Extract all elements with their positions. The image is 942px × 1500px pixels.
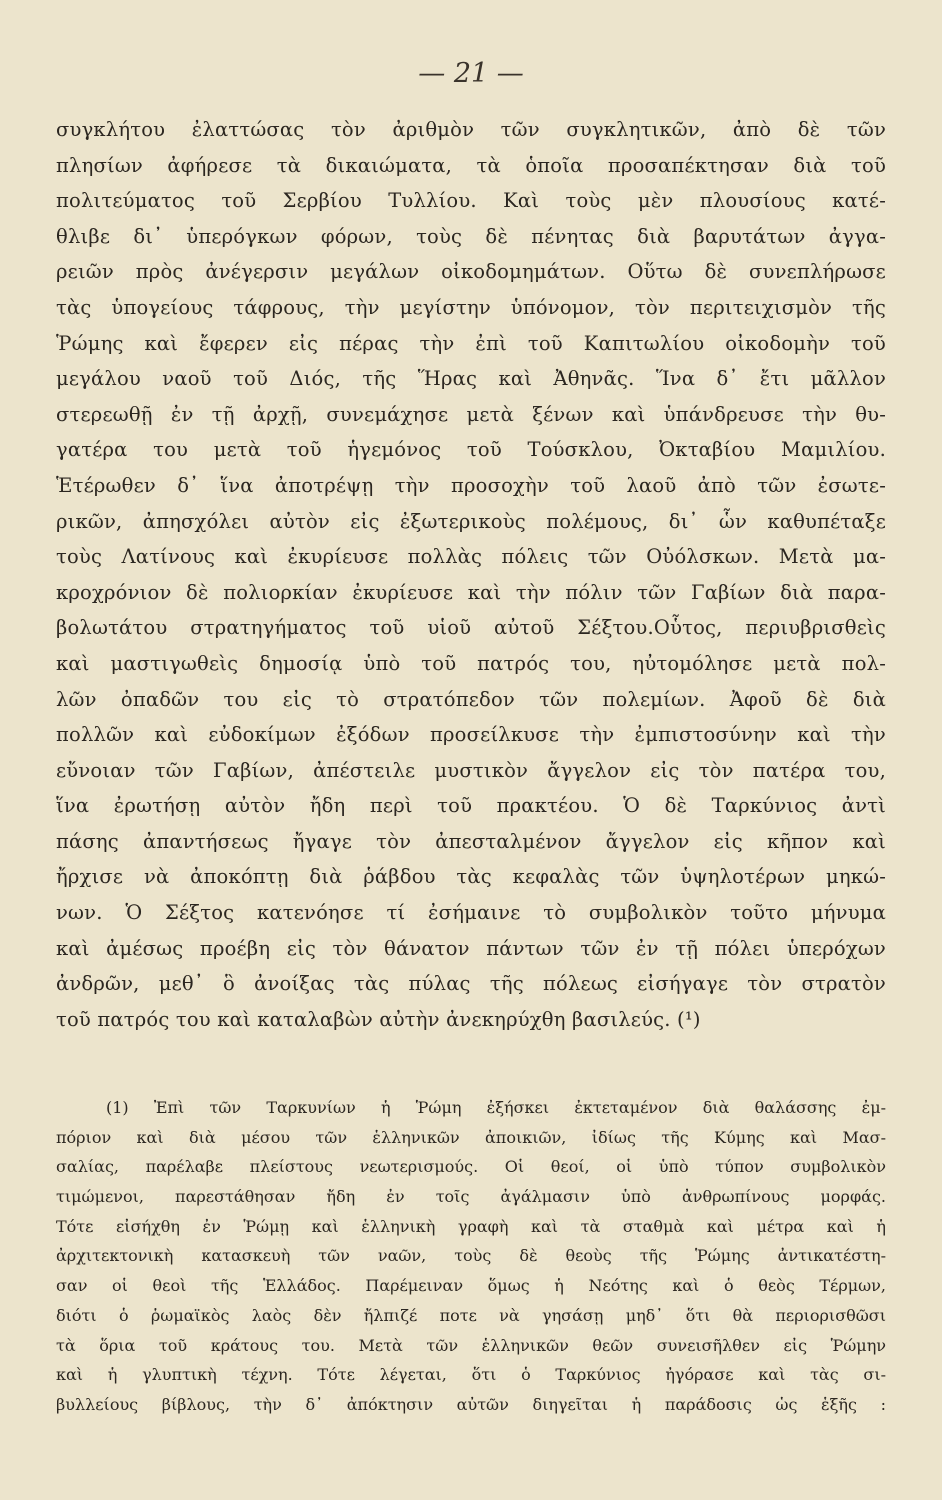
footnote-line: διότι ὁ ῥωμαϊκὸς λαὸς δὲν ἤλπιζέ ποτε νὰ γησάσῃ μηδ᾽ ὅτι θὰ περιορισθῶσι: [56, 1305, 886, 1325]
footnote-line: βυλλείους βίβλους, τὴν δ᾽ ἀπόκτησιν αὐτῶν διηγεῖται ἡ παράδοσις ὡς ἑξῆς :: [56, 1394, 886, 1414]
page-number: — 21 —: [418, 58, 524, 89]
footnote-line: καὶ ἡ γλυπτικὴ τέχνη. Τότε λέγεται, ὅτι ὁ Ταρκύνιος ἠγόρασε καὶ τὰς σι-: [56, 1365, 886, 1385]
text-line: Ῥώμης καὶ ἔφερεν εἰς πέρας τὴν ἐπὶ τοῦ Καπιτωλίου οἰκοδομὴν τοῦ: [56, 331, 886, 355]
footnote-line: σαν οἱ θεοὶ τῆς Ἑλλάδος. Παρέμειναν ὅμως ἡ Νεότης καὶ ὁ θεὸς Τέρμων,: [56, 1276, 886, 1296]
footnote-line: (1) Ἐπὶ τῶν Ταρκυνίων ἡ Ῥώμη ἐξήσκει ἐκτεταμένον διὰ θαλάσσης ἐμ-: [106, 1098, 886, 1117]
text-line: ἤρχισε νὰ ἀποκόπτῃ διὰ ῥάβδου τὰς κεφαλὰς τῶν ὑψηλοτέρων μηκώ-: [56, 865, 886, 889]
text-line: νων. Ὁ Σέξτος κατενόησε τί ἐσήμαινε τὸ συμβολικὸν τοῦτο μήνυμα: [56, 901, 886, 925]
text-line: ρειῶν πρὸς ἀνέγερσιν μεγάλων οἰκοδομημάτων. Οὕτω δὲ συνεπλήρωσε: [56, 260, 886, 284]
text-line: ἵνα ἐρωτήσῃ αὐτὸν ἤδη περὶ τοῦ πρακτέου. Ὁ δὲ Ταρκύνιος ἀντὶ: [56, 794, 886, 818]
text-line: βολωτάτου στρατηγήματος τοῦ υἱοῦ αὐτοῦ Σέξτου.Οὗτος, περιυβρισθεὶς: [56, 616, 886, 640]
text-line: πολλῶν καὶ εὐδοκίμων ἐξόδων προσείλκυσε τὴν ἐμπιστοσύνην καὶ τὴν: [56, 723, 886, 747]
text-line: ἀνδρῶν, μεθ᾽ ὃ ἀνοίξας τὰς πύλας τῆς πόλεως εἰσήγαγε τὸν στρατὸν: [56, 972, 886, 996]
text-line: θλιβε δι᾽ ὑπερόγκων φόρων, τοὺς δὲ πένητας διὰ βαρυτάτων ἀγγα-: [56, 224, 886, 248]
footnote-line: ἀρχιτεκτονικὴ κατασκευὴ τῶν ναῶν, τοὺς δὲ θεοὺς τῆς Ῥώμης ἀντικατέστη-: [56, 1246, 886, 1266]
text-line: καὶ μαστιγωθεὶς δημοσίᾳ ὑπὸ τοῦ πατρός του, ηὐτομόλησε μετὰ πολ-: [56, 651, 886, 675]
footnote-line: σαλίας, παρέλαβε πλείστους νεωτερισμούς. Οἱ θεοί, οἱ ὑπὸ τύπον συμβολικὸν: [56, 1157, 886, 1177]
footnote-line: Τότε εἰσήχθη ἐν Ῥώμῃ καὶ ἑλληνικὴ γραφὴ καὶ τὰ σταθμὰ καὶ μέτρα καὶ ἡ: [56, 1216, 886, 1236]
text-line: πλησίων ἀφήρεσε τὰ δικαιώματα, τὰ ὁποῖα προσαπέκτησαν διὰ τοῦ: [56, 153, 886, 177]
footnote-line: τιμώμενοι, παρεστάθησαν ἤδη ἐν τοῖς ἀγάλμασιν ὑπὸ ἀνθρωπίνους μορφάς.: [56, 1187, 886, 1207]
text-line: γατέρα του μετὰ τοῦ ἡγεμόνος τοῦ Τούσκλου, Ὀκταβίου Μαμιλίου.: [56, 438, 886, 462]
main-body-text: [56, 112, 886, 1037]
footnote-line: τὰ ὅρια τοῦ κράτους του. Μετὰ τῶν ἑλληνικῶν θεῶν συνεισῆλθεν εἰς Ῥώμην: [56, 1335, 886, 1355]
text-line: λῶν ὀπαδῶν του εἰς τὸ στρατόπεδον τῶν πολεμίων. Ἀφοῦ δὲ διὰ: [56, 687, 886, 711]
text-line: εὔνοιαν τῶν Γαβίων, ἀπέστειλε μυστικὸν ἄγγελον εἰς τὸν πατέρα του,: [56, 758, 886, 782]
text-line: μεγάλου ναοῦ τοῦ Διός, τῆς Ἥρας καὶ Ἀθηνᾶς. Ἵνα δ᾽ ἔτι μᾶλλον: [56, 367, 886, 391]
text-line: καὶ ἀμέσως προέβη εἰς τὸν θάνατον πάντων τῶν ἐν τῇ πόλει ὑπερόχων: [56, 936, 886, 960]
text-line: ρικῶν, ἀπησχόλει αὐτὸν εἰς ἐξωτερικοὺς πολέμους, δι᾽ ὧν καθυπέταξε: [56, 509, 886, 533]
text-line: τὰς ὑπογείους τάφρους, τὴν μεγίστην ὑπόνομον, τὸν περιτειχισμὸν τῆς: [56, 295, 886, 319]
text-line: συγκλήτου ἐλαττώσας τὸν ἀριθμὸν τῶν συγκλητικῶν, ἀπὸ δὲ τῶν: [56, 118, 886, 141]
footnote: [56, 1093, 886, 1420]
text-line: τοῦ πατρός του καὶ καταλαβὼν αὐτὴν ἀνεκηρύχθη βασιλεύς. (¹): [56, 1007, 701, 1031]
footnote-line: πόριον καὶ διὰ μέσου τῶν ἑλληνικῶν ἀποικιῶν, ἰδίως τῆς Κύμης καὶ Μασ-: [56, 1127, 886, 1147]
text-line: τοὺς Λατίνους καὶ ἐκυρίευσε πολλὰς πόλεις τῶν Οὐόλσκων. Μετὰ μα-: [56, 545, 886, 569]
text-line: στερεωθῇ ἐν τῇ ἀρχῇ, συνεμάχησε μετὰ ξένων καὶ ὑπάνδρευσε τὴν θυ-: [56, 402, 886, 426]
text-line: κροχρόνιον δὲ πολιορκίαν ἐκυρίευσε καὶ τὴν πόλιν τῶν Γαβίων διὰ παρα-: [56, 580, 886, 604]
text-line: Ἑτέρωθεν δ᾽ ἵνα ἀποτρέψῃ τὴν προσοχὴν τοῦ λαοῦ ἀπὸ τῶν ἐσωτε-: [56, 473, 886, 497]
text-line: πολιτεύματος τοῦ Σερβίου Τυλλίου. Καὶ τοὺς μὲν πλουσίους κατέ-: [56, 189, 886, 213]
text-line: πάσης ἀπαντήσεως ἤγαγε τὸν ἀπεσταλμένον ἄγγελον εἰς κῆπον καὶ: [56, 829, 886, 853]
